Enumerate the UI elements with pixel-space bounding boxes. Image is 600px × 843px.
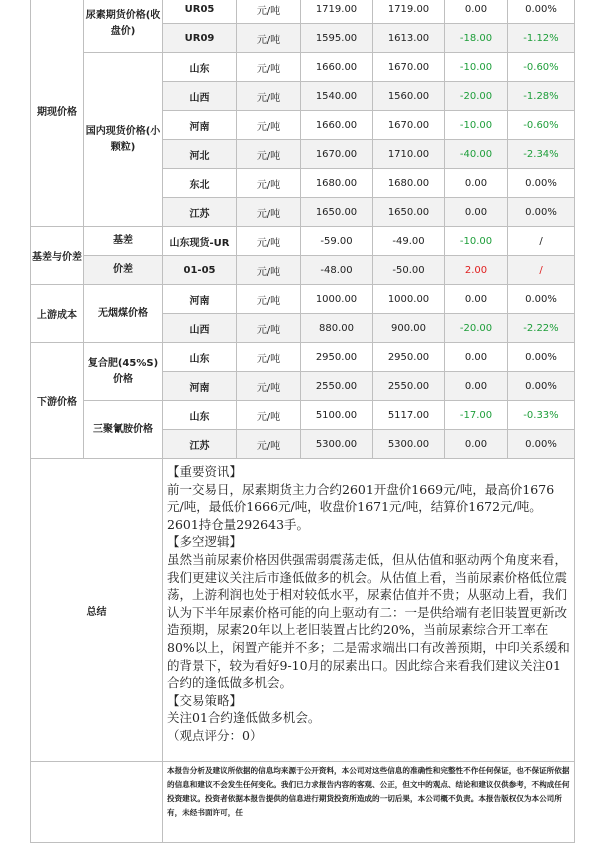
table-row: [31, 285, 575, 314]
row-name: 河南: [163, 285, 237, 314]
row-curr: -50.00: [373, 256, 445, 285]
row-unit: 元/吨: [237, 0, 301, 24]
row-pct: -2.22%: [508, 314, 575, 343]
row-curr: 1710.00: [373, 140, 445, 169]
summary-content: [163, 459, 575, 762]
row-unit: 元/吨: [237, 256, 301, 285]
row-curr: 2550.00: [373, 372, 445, 401]
row-chg: -10.00: [445, 227, 508, 256]
table-row: [31, 53, 575, 82]
price-table: [30, 0, 575, 843]
row-unit: 元/吨: [237, 198, 301, 227]
row-pct: /: [508, 227, 575, 256]
row-unit: 元/吨: [237, 285, 301, 314]
category-upstream: 上游成本: [31, 285, 84, 343]
row-unit: 元/吨: [237, 82, 301, 111]
row-name: 山西: [163, 82, 237, 111]
row-prev: 1660.00: [301, 111, 373, 140]
row-prev: 1000.00: [301, 285, 373, 314]
row-prev: 1595.00: [301, 24, 373, 53]
summary-heading-logic: 【多空逻辑】: [167, 534, 243, 550]
category-futures-spot: 期现价格: [31, 0, 84, 227]
row-chg: -18.00: [445, 24, 508, 53]
row-pct: /: [508, 256, 575, 285]
row-prev: 1660.00: [301, 53, 373, 82]
row-pct: -0.60%: [508, 111, 575, 140]
row-prev: 5100.00: [301, 401, 373, 430]
summary-heading-news: 【重要资讯】: [167, 464, 243, 479]
row-prev: 1540.00: [301, 82, 373, 111]
summary-heading-strategy: 【交易策略】: [167, 692, 243, 708]
row-chg: 2.00: [445, 256, 508, 285]
row-unit: 元/吨: [237, 111, 301, 140]
row-name: 江苏: [163, 430, 237, 459]
row-chg: 0.00: [445, 198, 508, 227]
row-curr: 900.00: [373, 314, 445, 343]
row-chg: 0.00: [445, 372, 508, 401]
row-chg: -20.00: [445, 82, 508, 111]
subcategory-basis: 基差: [84, 227, 163, 256]
row-prev: 880.00: [301, 314, 373, 343]
row-prev: 2550.00: [301, 372, 373, 401]
row-prev: -59.00: [301, 227, 373, 256]
summary-news-text: 前一交易日，尿素期货主力合约2601开盘价1669元/吨，最高价1676元/吨，最低价1666元/吨，收盘价1671元/吨，结算价1672元/吨。2601持仓量292643手。: [167, 481, 555, 532]
row-prev: 1719.00: [301, 0, 373, 24]
row-chg: -10.00: [445, 111, 508, 140]
category-basis-spread: 基差与价差: [31, 227, 84, 285]
row-chg: 0.00: [445, 343, 508, 372]
row-name: UR09: [163, 24, 237, 53]
subcategory-futures-close: 尿素期货价格(收盘价): [84, 0, 163, 53]
row-name: 山东: [163, 343, 237, 372]
row-pct: 0.00%: [508, 0, 575, 24]
table-row: [31, 401, 575, 430]
row-name: 河南: [163, 372, 237, 401]
row-unit: 元/吨: [237, 343, 301, 372]
row-pct: 0.00%: [508, 169, 575, 198]
row-pct: 0.00%: [508, 285, 575, 314]
row-name: 01-05: [163, 256, 237, 285]
row-unit: 元/吨: [237, 314, 301, 343]
row-prev: 1650.00: [301, 198, 373, 227]
subcategory-spot-small: 国内现货价格(小颗粒): [84, 53, 163, 227]
row-name: 东北: [163, 169, 237, 198]
row-prev: 5300.00: [301, 430, 373, 459]
disclaimer-text: 本报告分析及建议所依据的信息均来源于公开资料，本公司对这些信息的准确性和完整性不作任何保证，也不保证所依据的信息和建议不会发生任何变化。我们已力求报告内容的客观、公正，但文中的观点、结论和建议仅供参考，不构成任何投资建议。投资者依据本报告提供的信息进行期货投资所造成的一切后果，本公司概不负责。本报告版权仅为本公司所有，未经书面许可，任: [163, 762, 575, 843]
summary-score: （观点评分：0）: [167, 727, 263, 743]
row-chg: 0.00: [445, 430, 508, 459]
disclaimer-row: [31, 762, 575, 843]
row-unit: 元/吨: [237, 430, 301, 459]
row-name: 江苏: [163, 198, 237, 227]
row-curr: 1670.00: [373, 53, 445, 82]
row-prev: 1670.00: [301, 140, 373, 169]
row-curr: 2950.00: [373, 343, 445, 372]
table-row: [31, 227, 575, 256]
row-curr: 1719.00: [373, 0, 445, 24]
row-curr: 1680.00: [373, 169, 445, 198]
row-chg: -20.00: [445, 314, 508, 343]
category-downstream: 下游价格: [31, 343, 84, 459]
summary-label: 总结: [31, 459, 163, 762]
row-curr: 1560.00: [373, 82, 445, 111]
row-name: 河北: [163, 140, 237, 169]
row-name: 山东: [163, 401, 237, 430]
row-unit: 元/吨: [237, 53, 301, 82]
row-chg: -10.00: [445, 53, 508, 82]
row-name: 山东: [163, 53, 237, 82]
row-curr: 5117.00: [373, 401, 445, 430]
subcategory-anthracite: 无烟煤价格: [84, 285, 163, 343]
row-curr: 1000.00: [373, 285, 445, 314]
row-pct: -1.28%: [508, 82, 575, 111]
row-curr: 1650.00: [373, 198, 445, 227]
row-unit: 元/吨: [237, 372, 301, 401]
row-pct: 0.00%: [508, 198, 575, 227]
row-unit: 元/吨: [237, 401, 301, 430]
row-pct: 0.00%: [508, 372, 575, 401]
row-name: UR05: [163, 0, 237, 24]
row-pct: -0.33%: [508, 401, 575, 430]
row-prev: 2950.00: [301, 343, 373, 372]
row-pct: -0.60%: [508, 53, 575, 82]
row-chg: -17.00: [445, 401, 508, 430]
row-unit: 元/吨: [237, 140, 301, 169]
subcategory-melamine: 三聚氰胺价格: [84, 401, 163, 459]
row-prev: 1680.00: [301, 169, 373, 198]
row-chg: 0.00: [445, 285, 508, 314]
row-name: 山西: [163, 314, 237, 343]
row-curr: 5300.00: [373, 430, 445, 459]
summary-strategy-text: 关注01合约逢低做多机会。: [167, 710, 321, 726]
row-curr: 1613.00: [373, 24, 445, 53]
summary-logic-text: 虽然当前尿素价格因供强需弱震荡走低，但从估值和驱动两个角度来看，我们更建议关注后市逢低做多的机会。从估值上看，当前尿素价格低位震荡，上游利润也处于相对较低水平，尿素估值并不贵；从驱动上看，我们认为下半年尿素价格可能的向上驱动有二：一是供给端有老旧装置更新改造预期，尿素20年以上老旧装置占比约20%，当前尿素综合开工率在80%以上，闲置产能并不多；二是需求端出口有改善预期，中印关系缓和的背景下，较为看好9-10月的尿素出口。因此综合来看我们建议关注01合约的逢低做多机会。: [167, 551, 570, 691]
row-pct: -2.34%: [508, 140, 575, 169]
row-name: 河南: [163, 111, 237, 140]
table-row: [31, 256, 575, 285]
disclaimer-label-cell: [31, 762, 163, 843]
row-pct: 0.00%: [508, 430, 575, 459]
row-unit: 元/吨: [237, 169, 301, 198]
row-chg: -40.00: [445, 140, 508, 169]
summary-row: [31, 459, 575, 762]
row-pct: 0.00%: [508, 343, 575, 372]
subcategory-spread: 价差: [84, 256, 163, 285]
table-row: [31, 343, 575, 372]
row-unit: 元/吨: [237, 227, 301, 256]
row-curr: 1670.00: [373, 111, 445, 140]
table-row: [31, 0, 575, 24]
row-name: 山东现货-UR: [163, 227, 237, 256]
subcategory-compound-fert: 复合肥(45%S)价格: [84, 343, 163, 401]
row-pct: -1.12%: [508, 24, 575, 53]
row-chg: 0.00: [445, 0, 508, 24]
row-chg: 0.00: [445, 169, 508, 198]
row-prev: -48.00: [301, 256, 373, 285]
row-unit: 元/吨: [237, 24, 301, 53]
row-curr: -49.00: [373, 227, 445, 256]
